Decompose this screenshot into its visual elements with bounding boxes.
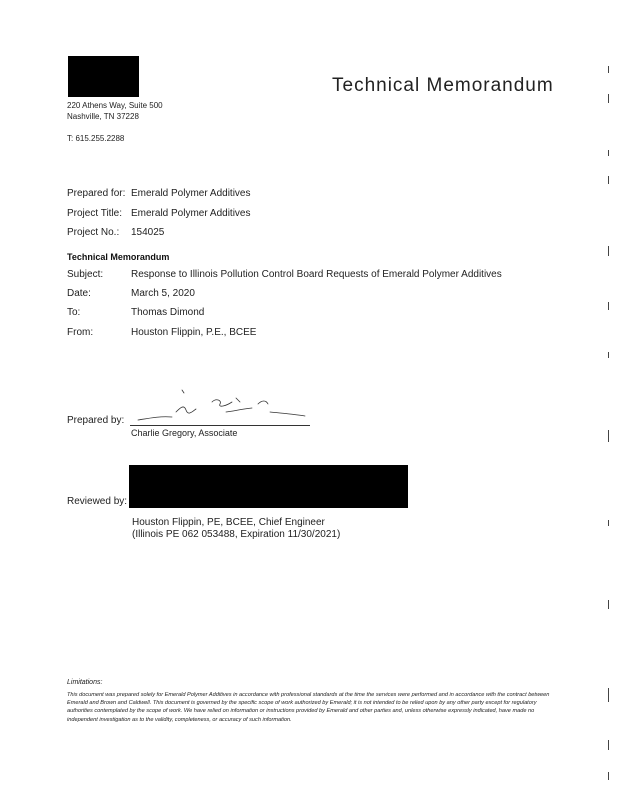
from-label: From: [67,327,94,338]
to-value: Thomas Dimond [131,307,205,318]
scan-artifact [608,688,609,702]
signature-line [130,425,310,426]
redacted-logo [68,56,139,97]
scan-artifact [608,150,609,156]
scan-artifact [608,430,609,442]
date-label: Date: [67,288,91,299]
from-value: Houston Flippin, P.E., BCEE [131,327,257,338]
prepared-by-label: Prepared by: [67,415,125,426]
reviewer-name: Houston Flippin, PE, BCEE, Chief Engineer [132,517,325,528]
scan-artifact [608,740,609,750]
scan-artifact [608,246,609,256]
to-label: To: [67,307,81,318]
memo-section-heading: Technical Memorandum [67,252,170,262]
address-line-2: Nashville, TN 37228 [67,112,139,121]
address-line-1: 220 Athens Way, Suite 500 [67,101,163,110]
document-title: Technical Memorandum [332,75,554,96]
scan-artifact [608,600,609,609]
redacted-signature [129,465,408,508]
project-title-value: Emerald Polymer Additives [131,208,251,219]
scan-artifact [608,176,609,184]
scan-artifact [608,772,609,780]
disclaimer-heading: Limitations: [67,679,103,686]
date-value: March 5, 2020 [131,288,195,299]
reviewer-license: (Illinois PE 062 053488, Expiration 11/30/2021) [132,529,341,540]
project-no-value: 154025 [131,227,165,238]
prepared-for-value: Emerald Polymer Additives [131,188,251,199]
scan-artifact [608,302,609,310]
scan-artifact [608,352,609,358]
handwritten-signature [130,382,310,428]
scan-artifact [608,94,609,103]
project-no-label: Project No.: [67,227,120,238]
project-title-label: Project Title: [67,208,123,219]
phone-number: T: 615.255.2288 [67,134,125,143]
scan-artifact [608,66,609,73]
subject-label: Subject: [67,269,104,280]
preparer-name: Charlie Gregory, Associate [131,428,238,438]
prepared-for-label: Prepared for: [67,188,126,199]
disclaimer-body: This document was prepared solely for Emerald Polymer Additives in accordance with professional standards at the time the services were performed and in accordance with the contract between Emerald and Brown and Caldwell. This document is governed by the specific scope of work authorized by Emerald; it is not intended to be relied upon by any other party except for regulatory authorities contemplated by the scope of work. We have relied on information or instructions provided by Emerald and other parties and, unless otherwise expressly indicated, have made no independent investigation as to the validity, completeness, or accuracy of such information. [67,692,550,723]
subject-value: Response to Illinois Pollution Control Board Requests of Emerald Polymer Additives [131,269,502,280]
reviewed-by-label: Reviewed by: [67,496,128,507]
scan-artifact [608,520,609,526]
